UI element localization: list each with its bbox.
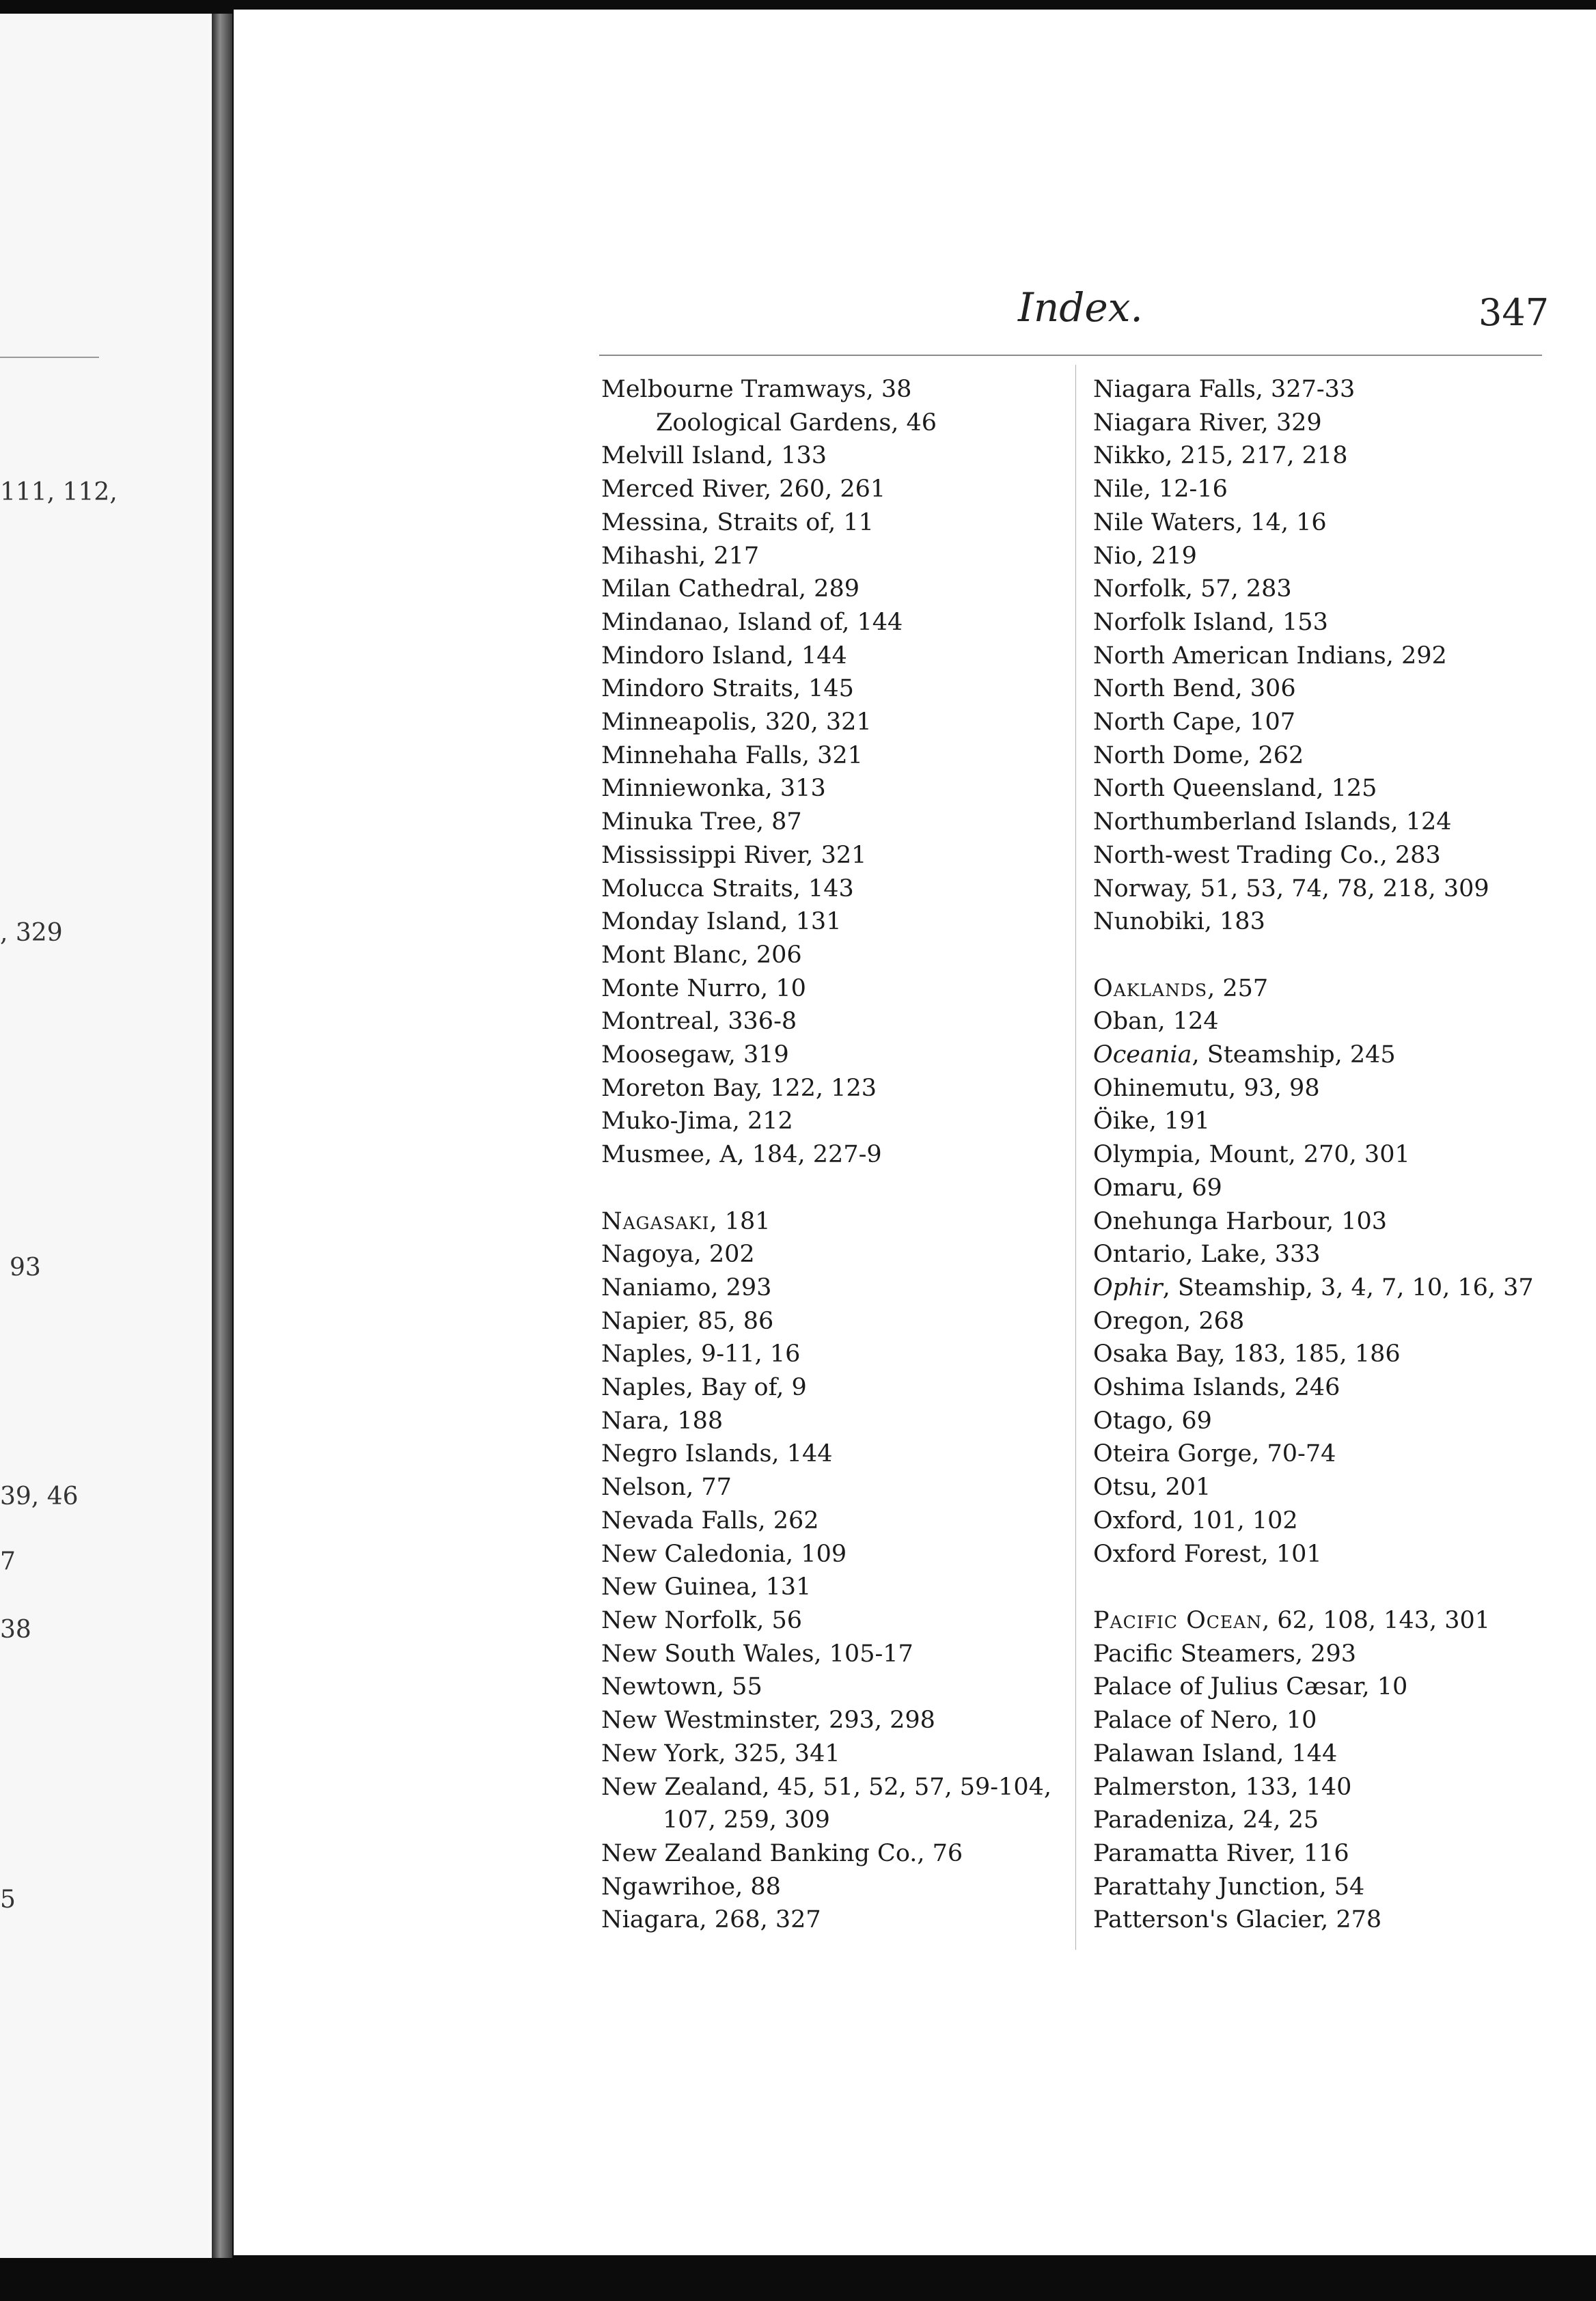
index-entry bbox=[1093, 407, 1571, 440]
index-entry-text: Mindanao, Island of, 144 bbox=[601, 608, 903, 636]
index-entry-text: Paradeniza, 24, 25 bbox=[1093, 1806, 1319, 1834]
index-entry bbox=[601, 606, 1066, 639]
index-entry bbox=[601, 1837, 1066, 1871]
index-entry-text: Nikko, 215, 217, 218 bbox=[1093, 442, 1348, 470]
previous-page-fragment: 93 bbox=[10, 1254, 41, 1282]
index-entry-text: Mihashi, 217 bbox=[601, 542, 760, 570]
index-entry-text: Norway, 51, 53, 74, 78, 218, 309 bbox=[1093, 874, 1489, 903]
index-entry bbox=[1093, 1804, 1571, 1837]
index-entry-text: , Steamship, 3, 4, 7, 10, 16, 37 bbox=[1162, 1273, 1534, 1301]
index-entry bbox=[601, 1571, 1066, 1604]
index-entry bbox=[1093, 706, 1571, 739]
index-entry-text: Nagoya, 202 bbox=[601, 1241, 755, 1269]
index-entry-text: Olympia, Mount, 270, 301 bbox=[1093, 1141, 1410, 1169]
index-entry-text: Nevada Falls, 262 bbox=[601, 1506, 819, 1534]
index-entry-text: Niagara River, 329 bbox=[1093, 409, 1322, 437]
index-entry-text: Ngawrihoe, 88 bbox=[601, 1873, 781, 1901]
index-entry bbox=[1093, 1005, 1571, 1038]
index-entry bbox=[601, 407, 1066, 440]
index-entry-text: North American Indians, 292 bbox=[1093, 642, 1447, 670]
index-entry-lead: Oceania bbox=[1093, 1041, 1192, 1069]
index-entry-text: Milan Cathedral, 289 bbox=[601, 575, 859, 603]
index-entry-text: Omaru, 69 bbox=[1093, 1174, 1222, 1202]
index-entry bbox=[601, 939, 1066, 972]
index-entry bbox=[1093, 1305, 1571, 1338]
header-rule bbox=[599, 355, 1542, 356]
index-entry bbox=[1093, 805, 1571, 839]
index-entry-text: Moreton Bay, 122, 123 bbox=[601, 1074, 877, 1102]
index-entry bbox=[601, 972, 1066, 1006]
index-entry bbox=[601, 839, 1066, 872]
index-entry bbox=[1093, 639, 1571, 673]
index-entry-text: Norfolk Island, 153 bbox=[1093, 608, 1328, 636]
index-entry-text: Moosegaw, 319 bbox=[601, 1041, 789, 1069]
index-entry bbox=[601, 1638, 1066, 1671]
index-entry bbox=[601, 1903, 1066, 1937]
previous-page-fragment: , 329 bbox=[0, 919, 63, 947]
index-entry bbox=[601, 540, 1066, 573]
index-entry bbox=[1093, 1604, 1571, 1638]
index-entry bbox=[1093, 1338, 1571, 1371]
index-entry-text: Niagara Falls, 327-33 bbox=[1093, 376, 1356, 403]
index-entry bbox=[601, 872, 1066, 906]
index-entry bbox=[1093, 540, 1571, 573]
index-entry bbox=[601, 1670, 1066, 1704]
index-entry bbox=[601, 1072, 1066, 1105]
index-entry bbox=[1093, 439, 1571, 473]
index-entry bbox=[1093, 972, 1571, 1006]
index-entry bbox=[601, 439, 1066, 473]
index-entry-text: North-west Trading Co., 283 bbox=[1093, 841, 1441, 869]
index-entry-text: Otsu, 201 bbox=[1093, 1474, 1211, 1502]
index-entry bbox=[1093, 872, 1571, 906]
column-divider bbox=[1075, 365, 1076, 1950]
index-entry-text: Nio, 219 bbox=[1093, 542, 1197, 570]
previous-page-edge bbox=[0, 14, 212, 2258]
index-entry bbox=[601, 1038, 1066, 1072]
index-entry bbox=[1093, 573, 1571, 606]
index-entry bbox=[1093, 506, 1571, 540]
index-entry bbox=[1093, 1837, 1571, 1871]
index-entry-text: Oxford, 101, 102 bbox=[1093, 1506, 1298, 1534]
index-entry-text: Oshima Islands, 246 bbox=[1093, 1374, 1340, 1402]
index-entry-text: Nara, 188 bbox=[601, 1407, 724, 1435]
index-entry bbox=[1093, 1138, 1571, 1172]
index-entry bbox=[1093, 1504, 1571, 1538]
index-entry bbox=[1093, 1172, 1571, 1205]
index-entry-text: Paramatta River, 116 bbox=[1093, 1839, 1349, 1867]
index-entry-text: Ontario, Lake, 333 bbox=[1093, 1241, 1321, 1269]
index-entry-text: Muko-Jima, 212 bbox=[601, 1107, 793, 1135]
index-entry-text: New Norfolk, 56 bbox=[601, 1607, 803, 1634]
index-entry bbox=[1093, 739, 1571, 773]
previous-page-fragment: 5 bbox=[0, 1886, 16, 1914]
index-entry bbox=[601, 573, 1066, 606]
index-entry-text: Palawan Island, 144 bbox=[1093, 1739, 1338, 1767]
index-entry-text: North Cape, 107 bbox=[1093, 708, 1295, 736]
index-entry bbox=[601, 1437, 1066, 1471]
index-entry-text: Patterson's Glacier, 278 bbox=[1093, 1906, 1382, 1934]
index-entry bbox=[1093, 1437, 1571, 1471]
index-entry bbox=[1093, 1638, 1571, 1671]
index-entry-text: Otago, 69 bbox=[1093, 1407, 1212, 1435]
index-entry-text: Niagara, 268, 327 bbox=[601, 1906, 821, 1934]
index-entry-text: North Bend, 306 bbox=[1093, 675, 1296, 703]
index-entry-text: Monte Nurro, 10 bbox=[601, 974, 806, 1002]
index-entry-text: New Westminster, 293, 298 bbox=[601, 1707, 935, 1735]
index-entry-text: Molucca Straits, 143 bbox=[601, 874, 854, 903]
index-entry-text: Mont Blanc, 206 bbox=[601, 941, 802, 969]
index-entry-text: New Caledonia, 109 bbox=[601, 1540, 847, 1568]
index-entry-text: Musmee, A, 184, 227-9 bbox=[601, 1141, 882, 1169]
index-entry bbox=[1093, 1371, 1571, 1405]
index-entry bbox=[601, 1338, 1066, 1371]
index-entry-text: 107, 259, 309 bbox=[663, 1806, 830, 1834]
index-entry-text: Palace of Julius Cæsar, 10 bbox=[1093, 1673, 1408, 1701]
index-entry bbox=[1093, 672, 1571, 706]
index-entry bbox=[601, 373, 1066, 407]
index-entry-text: New Zealand, 45, 51, 52, 57, 59-104, bbox=[601, 1773, 1052, 1801]
index-entry bbox=[1093, 1072, 1571, 1105]
index-entry-text: Northumberland Islands, 124 bbox=[1093, 808, 1452, 836]
index-entry bbox=[601, 1305, 1066, 1338]
index-entry-text: New Guinea, 131 bbox=[601, 1573, 812, 1601]
index-entry-lead: Ophir bbox=[1093, 1273, 1163, 1301]
index-entry-text: Oban, 124 bbox=[1093, 1008, 1219, 1036]
index-entry-text: North Dome, 262 bbox=[1093, 741, 1304, 769]
index-entry bbox=[1093, 1271, 1571, 1305]
index-entry-text: Messina, Straits of, 11 bbox=[601, 508, 874, 536]
index-entry-text: Naniamo, 293 bbox=[601, 1273, 772, 1301]
index-entry-text: Naples, Bay of, 9 bbox=[601, 1374, 807, 1402]
index-entry bbox=[1093, 772, 1571, 805]
index-entry-text: Nelson, 77 bbox=[601, 1474, 732, 1502]
index-entry bbox=[1093, 1670, 1571, 1704]
index-entry bbox=[601, 1804, 1066, 1837]
index-entry bbox=[601, 1105, 1066, 1138]
index-entry-text: Mindoro Island, 144 bbox=[601, 642, 847, 670]
previous-page-fragment: 38 bbox=[0, 1616, 31, 1644]
index-entry bbox=[1093, 606, 1571, 639]
index-entry-text: Osaka Bay, 183, 185, 186 bbox=[1093, 1340, 1401, 1368]
index-entry bbox=[601, 506, 1066, 540]
index-entry-text: Norfolk, 57, 283 bbox=[1093, 575, 1292, 603]
index-entry-text: Minneapolis, 320, 321 bbox=[601, 708, 872, 736]
index-entry-text: , 257 bbox=[1207, 974, 1269, 1002]
index-entry-text: Napier, 85, 86 bbox=[601, 1307, 774, 1335]
index-entry-text: Onehunga Harbour, 103 bbox=[1093, 1207, 1388, 1235]
index-entry-text: Mindoro Straits, 145 bbox=[601, 675, 854, 703]
index-entry bbox=[1093, 1405, 1571, 1438]
index-entry bbox=[1093, 1205, 1571, 1239]
running-head: Index. bbox=[1018, 284, 1143, 331]
index-entry-text: Monday Island, 131 bbox=[601, 908, 842, 936]
index-entry bbox=[601, 805, 1066, 839]
index-entry bbox=[601, 1371, 1066, 1405]
index-entry bbox=[601, 1504, 1066, 1538]
index-entry bbox=[1093, 905, 1571, 939]
index-entry-text: Ohinemutu, 93, 98 bbox=[1093, 1074, 1320, 1102]
index-entry bbox=[601, 1005, 1066, 1038]
index-entry bbox=[601, 739, 1066, 773]
previous-page-fragment: 7 bbox=[0, 1547, 16, 1575]
page-number: 347 bbox=[1478, 291, 1550, 334]
index-entry bbox=[1093, 1737, 1571, 1771]
index-entry bbox=[1093, 1704, 1571, 1737]
index-entry-text: Palace of Nero, 10 bbox=[1093, 1707, 1317, 1735]
book-gutter bbox=[212, 14, 232, 2258]
index-entry bbox=[601, 1871, 1066, 1904]
index-entry-text: , Steamship, 245 bbox=[1192, 1041, 1396, 1069]
index-entry bbox=[601, 473, 1066, 506]
index-entry-text: Newtown, 55 bbox=[601, 1673, 762, 1701]
index-entry-text: Melvill Island, 133 bbox=[601, 442, 827, 470]
index-entry bbox=[601, 1471, 1066, 1504]
index-entry-text: Mississippi River, 321 bbox=[601, 841, 867, 869]
index-entry bbox=[601, 1271, 1066, 1305]
index-entry bbox=[1093, 1871, 1571, 1904]
index-entry bbox=[601, 672, 1066, 706]
index-entry bbox=[601, 1771, 1066, 1804]
index-entry-text: Nunobiki, 183 bbox=[1093, 908, 1265, 936]
index-entry-text: Melbourne Tramways, 38 bbox=[601, 376, 912, 403]
index-entry-text: Nile, 12-16 bbox=[1093, 476, 1228, 504]
index-entry bbox=[1093, 839, 1571, 872]
index-entry bbox=[601, 1538, 1066, 1571]
index-entry-text: New Zealand Banking Co., 76 bbox=[601, 1839, 963, 1867]
index-entry bbox=[1093, 1038, 1571, 1072]
index-entry-text: Nile Waters, 14, 16 bbox=[1093, 508, 1327, 536]
index-entry bbox=[1093, 1471, 1571, 1504]
index-entry bbox=[1093, 473, 1571, 506]
index-entry-text: Minniewonka, 313 bbox=[601, 775, 826, 803]
index-entry bbox=[601, 1205, 1066, 1239]
index-entry-text: , 62, 108, 143, 301 bbox=[1262, 1606, 1491, 1634]
index-entry bbox=[601, 772, 1066, 805]
index-column-left bbox=[601, 373, 1066, 1937]
index-entry bbox=[601, 1405, 1066, 1438]
index-entry-text: Minuka Tree, 87 bbox=[601, 808, 802, 836]
index-entry-lead: Nagasaki bbox=[601, 1207, 710, 1235]
index-entry bbox=[601, 1604, 1066, 1638]
index-entry bbox=[1093, 373, 1571, 407]
previous-page-rule bbox=[0, 357, 99, 358]
previous-page-fragment: 39, 46 bbox=[0, 1483, 79, 1511]
index-entry-text: Pacific Steamers, 293 bbox=[1093, 1640, 1356, 1668]
index-entry bbox=[1093, 1771, 1571, 1804]
index-entry-text: Parattahy Junction, 54 bbox=[1093, 1873, 1365, 1901]
index-entry-text: Minnehaha Falls, 321 bbox=[601, 741, 863, 769]
index-entry-text: Oteira Gorge, 70-74 bbox=[1093, 1440, 1336, 1468]
index-entry bbox=[601, 905, 1066, 939]
index-entry-text: , 181 bbox=[709, 1207, 771, 1235]
index-entry bbox=[601, 706, 1066, 739]
index-entry-text: Montreal, 336-8 bbox=[601, 1008, 797, 1036]
index-entry bbox=[601, 639, 1066, 673]
index-page bbox=[234, 10, 1596, 2255]
index-entry-text: Merced River, 260, 261 bbox=[601, 476, 886, 504]
previous-page-fragment: 111, 112, bbox=[0, 478, 118, 506]
index-entry-text: Öike, 191 bbox=[1093, 1107, 1210, 1135]
index-entry bbox=[601, 1704, 1066, 1737]
index-entry-text: Oregon, 268 bbox=[1093, 1307, 1245, 1335]
index-column-right bbox=[1093, 373, 1571, 1937]
index-entry bbox=[1093, 1105, 1571, 1138]
index-entry bbox=[601, 1737, 1066, 1771]
index-entry-text: Naples, 9-11, 16 bbox=[601, 1340, 801, 1368]
index-entry-lead: Oaklands bbox=[1093, 974, 1208, 1002]
index-entry-text: Zoological Gardens, 46 bbox=[656, 409, 937, 437]
index-entry bbox=[1093, 1238, 1571, 1271]
index-entry-text: Negro Islands, 144 bbox=[601, 1440, 833, 1468]
index-entry bbox=[601, 1238, 1066, 1271]
index-entry-text: New York, 325, 341 bbox=[601, 1739, 840, 1767]
index-entry-lead: Pacific Ocean bbox=[1093, 1606, 1263, 1634]
index-entry bbox=[1093, 1903, 1571, 1937]
index-entry bbox=[601, 1138, 1066, 1172]
index-entry-text: Palmerston, 133, 140 bbox=[1093, 1773, 1352, 1801]
index-entry-text: New South Wales, 105-17 bbox=[601, 1640, 913, 1668]
index-entry-text: Oxford Forest, 101 bbox=[1093, 1540, 1322, 1568]
index-entry-text: North Queensland, 125 bbox=[1093, 775, 1377, 803]
index-entry bbox=[1093, 1538, 1571, 1571]
